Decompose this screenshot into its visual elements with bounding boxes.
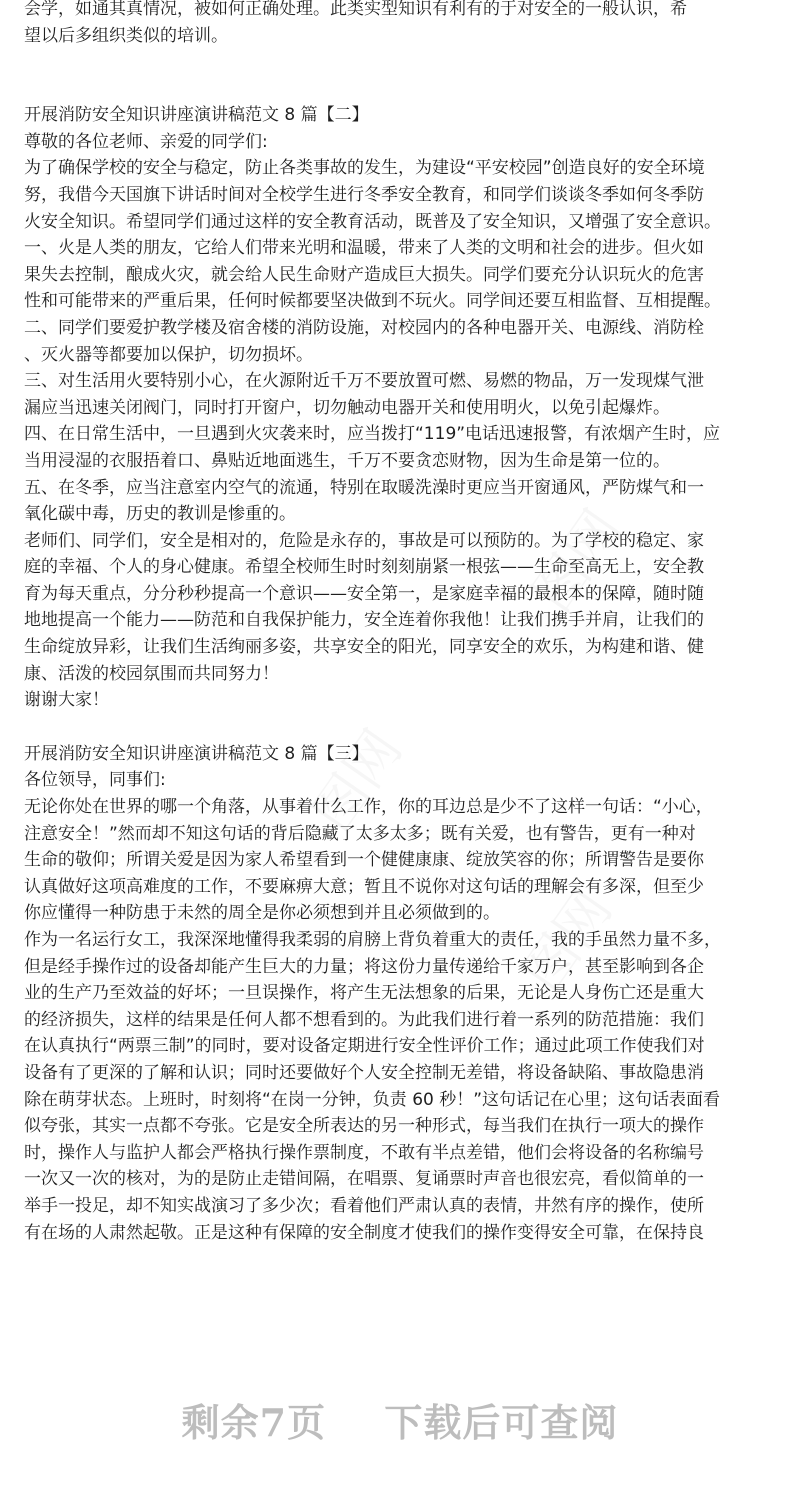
text-line: 业的生产乃至效益的好坏；一旦误操作，将产生无法想象的后果，无论是人身伤亡还是重大 — [24, 983, 704, 1004]
text-line: 性和可能带来的严重后果，任何时候都要坚决做到不玩火。同学间还要互相监督、互相提醒。 — [24, 291, 721, 312]
text-line: 一、火是人类的朋友，它给人们带来光明和温暖，带来了人类的文明和社会的进步。但火如 — [24, 238, 704, 259]
text-line: 四、在日常生活中，一旦遇到火灾袭来时，应当拨打“119”电话迅速报警，有浓烟产生时，应 — [24, 424, 721, 445]
section-2-greeting: 尊敬的各位老师、亲爱的同学们: — [24, 131, 268, 152]
text-line: 火安全知识。希望同学们通过这样的安全教育活动，既普及了安全知识，又增强了安全意识。 — [24, 211, 721, 232]
text-line: 五、在冬季，应当注意室内空气的流通，特别在取暖洗澡时更应当开窗通风，严防煤气和一 — [24, 477, 704, 498]
text-line: 但是经手操作过的设备却能产生巨大的力量；将这份力量传递给千家万户，甚至影响到各企 — [24, 956, 704, 977]
text-line: 有在场的人肃然起敬。正是这种有保障的安全制度才使我们的操作变得安全可靠，在保持良 — [24, 1222, 704, 1243]
text-line: 庭的幸福、个人的身心健康。希望全校师生时时刻刻崩紧一根弦——生命至高无上，安全教 — [24, 557, 704, 578]
text-line: 、灭火器等都要加以保护，切勿损坏。 — [24, 344, 313, 365]
text-line: 除在萌芽状态。上班时，时刻将“在岗一分钟，负责 60 秒！”这句话记在心里；这句话表面看 — [24, 1089, 721, 1110]
text-line: 生命绽放异彩，让我们生活绚丽多姿，共享安全的阳光，同享安全的欢乐，为构建和谐、健 — [24, 637, 704, 658]
intro-tail — [24, 0, 780, 49]
section-3-greeting: 各位领导，同事们: — [24, 770, 166, 791]
text-line: 地地提高一个能力——防范和自我保护能力，安全连着你我他！让我们携手并肩，让我们的 — [24, 610, 704, 631]
text-line: 康、活泼的校园氛围而共同努力！ — [24, 663, 279, 684]
text-line: 为了确保学校的安全与稳定，防止各类事故的发生，为建设“平安校园”创造良好的安全环境 — [24, 158, 705, 179]
text-line: 你应懂得一种防患于未然的周全是你必须想到并且必须做到的。 — [24, 903, 500, 924]
section-2-body — [24, 155, 780, 713]
text-line: 认真做好这项高难度的工作，不要麻痹大意；暂且不说你对这句话的理解会有多深，但至少 — [24, 876, 704, 897]
text-line: 努，我借今天国旗下讲话时间对全校学生进行冬季安全教育，和同学们谈谈冬季如何冬季防 — [24, 184, 704, 205]
text-line: 三、对生活用火要特别小心，在火源附近千万不要放置可燃、易燃的物品，万一发现煤气泄 — [24, 371, 704, 392]
text-line: 注意安全！”然而却不知这句话的背后隐藏了太多太多；既有关爱，也有警告，更有一种对 — [24, 823, 696, 844]
text-line: 氧化碳中毒，历史的教训是惨重的。 — [24, 504, 296, 525]
remaining-pages-banner — [0, 1392, 800, 1447]
download-to-view-text: 下载后可查阅 — [384, 1400, 619, 1445]
text-line: 漏应当迅速关闭阀门，同时打开窗户，切勿触动电器开关和使用明火，以免引起爆炸。 — [24, 397, 670, 418]
text-line: 望以后多组织类似的培训。 — [24, 25, 228, 46]
text-line: 似夸张，其实一点都不夸张。它是安全所表达的另一种形式，每当我们在执行一项大的操作 — [24, 1116, 704, 1137]
remaining-pages-text: 剩余7页 — [181, 1400, 327, 1445]
text-line: 二、同学们要爱护教学楼及宿舍楼的消防设施，对校园内的各种电器开关、电源线、消防栓 — [24, 317, 704, 338]
text-line: 作为一名运行女工，我深深地懂得我柔弱的肩膀上背负着重大的责任，我的手虽然力量不多， — [24, 930, 721, 950]
document-body — [24, 0, 780, 1246]
text-line: 的经济损失，这样的结果是任何人都不想看到的。为此我们进行着一系列的防范措施：我们 — [24, 1009, 704, 1030]
text-line: 时，操作人与监护人都会严格执行操作票制度，不敢有半点差错，他们会将设备的名称编号 — [24, 1142, 704, 1163]
section-3-title: 开展消防安全知识讲座演讲稿范文 8 篇【三】 — [24, 743, 369, 764]
text-line: 谢谢大家！ — [24, 690, 109, 711]
text-line: 举手一投足，却不知实战演习了多少次；看着他们严肃认真的表情，井然有序的操作，使所 — [24, 1195, 704, 1216]
text-line: 当用浸湿的衣服捂着口、鼻贴近地面逃生，千万不要贪恋财物，因为生命是第一位的。 — [24, 450, 670, 471]
text-line: 老师们、同学们，安全是相对的，危险是永存的，事故是可以预防的。为了学校的稳定、家 — [24, 530, 704, 551]
text-line: 生命的敬仰；所谓关爱是因为家人希望看到一个健健康康、绽放笑容的你；所谓警告是要你 — [24, 850, 704, 871]
text-line: 会学，如通其真情况，被如何正确处理。此类实型知识有利有的于对安全的一般认识，希 — [24, 0, 687, 19]
text-line: 一次又一次的核对，为的是防止走错间隔，在唱票、复诵票时声音也很宏亮，看似简单的一 — [24, 1169, 704, 1190]
text-line: 无论你处在世界的哪一个角落，从事着什么工作，你的耳边总是少不了这样一句话：“小心， — [24, 797, 713, 818]
text-line: 育为每天重点，分分秒秒提高一个意识——安全第一，是家庭幸福的最根本的保障，随时随 — [24, 583, 704, 604]
section-2-title: 开展消防安全知识讲座演讲稿范文 8 篇【二】 — [24, 105, 369, 126]
text-line: 设备有了更深的了解和认识；同时还要做好个人安全控制无差错，将设备缺陷、事故隐患消 — [24, 1062, 704, 1083]
text-line: 在认真执行“两票三制”的同时，要对设备定期进行安全性评价工作；通过此项工作使我们对 — [24, 1036, 705, 1057]
section-3-body — [24, 794, 780, 1246]
text-line: 果失去控制，酿成火灾，就会给人民生命财产造成巨大损失。同学们要充分认识玩火的危害 — [24, 264, 704, 285]
